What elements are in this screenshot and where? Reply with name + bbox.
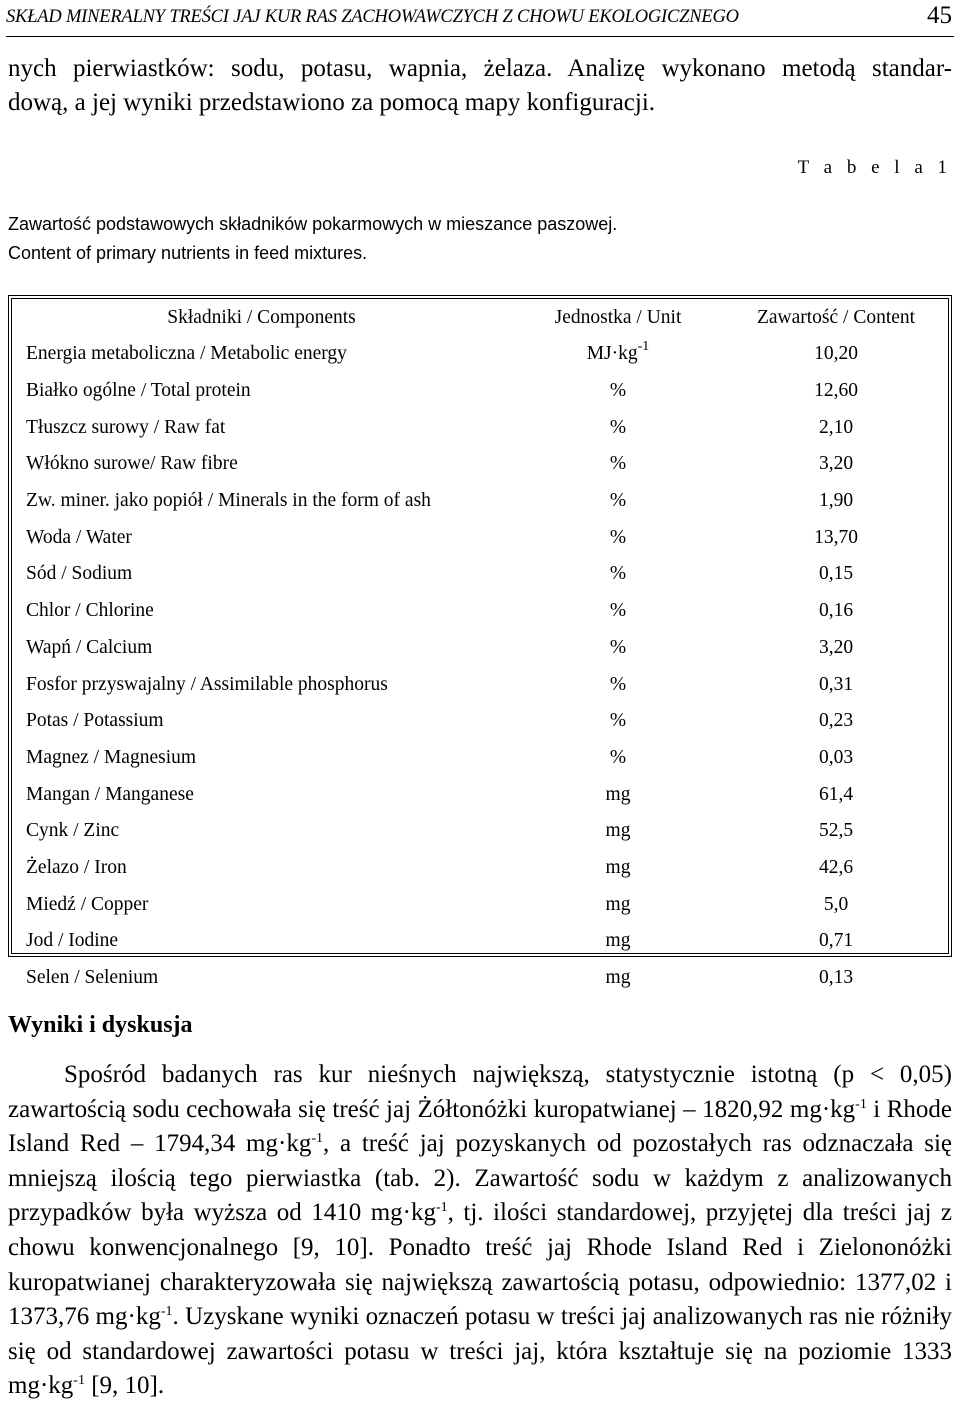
cell-value: 0,71 [818,930,854,952]
cell-unit: % [609,490,627,512]
cell-value: 1,90 [818,490,854,512]
cell-unit: % [609,600,627,622]
table-header-row [12,299,948,336]
table-row [12,776,948,813]
intro-line-1: nych pierwiastków: sodu, potasu, wapnia, żelaza. Analizę wykonano metodą standar- [8,55,952,82]
table-row [12,666,948,703]
cell-unit: mg [605,930,631,952]
cell-value: 12,60 [814,380,858,402]
running-title: SKŁAD MINERALNY TREŚCI JAJ KUR RAS ZACHOWAWCZYCH Z CHOWU EKOLOGICZNEGO [6,7,739,27]
cell-value: 0,31 [818,673,854,695]
cell-component: Sód / Sodium [26,563,133,585]
cell-unit: % [609,563,627,585]
cell-unit: $MJ\cdot kg^{-1}$ [586,339,650,365]
column-header-components: Składniki / Components [167,307,356,328]
cell-unit: mg [605,856,631,878]
table-row [12,446,948,483]
cell-component: Energia metaboliczna / Metabolic energy [26,343,347,365]
page-header [6,0,954,37]
cell-value: 3,20 [818,636,854,658]
cell-component: Zw. miner. jako popiół / Minerals in the form of ash [26,490,431,512]
cell-unit: % [609,453,627,475]
table-row [12,336,948,373]
cell-value: 3,20 [818,453,854,475]
caption-polish: Zawartość podstawowych składników pokarmowych w mieszance paszowej. [8,214,618,234]
cell-component: Żelazo / Iron [26,856,127,878]
page-number: 45 [927,2,952,29]
table-row [12,813,948,850]
cell-value: 42,6 [818,856,854,878]
table-caption [8,210,617,268]
cell-unit: mg [605,820,631,842]
cell-component: Selen / Selenium [26,967,159,989]
cell-unit: mg [605,783,631,805]
table-row [12,556,948,593]
table-row [12,850,948,887]
cell-unit: % [609,526,627,548]
cell-value: 0,13 [818,967,854,989]
cell-unit: % [609,673,627,695]
table-row [12,703,948,740]
section-heading: Wyniki i dyskusja [8,1012,193,1038]
cell-unit: mg [605,967,631,989]
cell-component: Woda / Water [26,526,132,548]
table-row [12,630,948,667]
table-label: T a b e l a 1 [797,157,952,178]
cell-component: Miedź / Copper [26,893,149,915]
cell-value: 0,23 [818,710,854,732]
cell-value: 52,5 [818,820,854,842]
intro-line-2: dową, a jej wyniki przedstawiono za pomocą mapy konfiguracji. [8,89,656,116]
intro-paragraph [8,52,952,120]
cell-component: Mangan / Manganese [26,783,194,805]
cell-value: 13,70 [814,526,858,548]
nutrients-table [12,299,948,996]
cell-component: Chlor / Chlorine [26,600,154,622]
cell-unit: % [609,746,627,768]
table-row [12,409,948,446]
cell-component: Tłuszcz surowy / Raw fat [26,416,226,438]
table-row [12,593,948,630]
caption-english: Content of primary nutrients in feed mixtures. [8,243,368,263]
cell-unit: % [609,380,627,402]
nutrients-table-frame [8,295,952,989]
cell-value: 2,10 [818,416,854,438]
cell-component: Białko ogólne / Total protein [26,380,251,402]
cell-unit: mg [605,893,631,915]
cell-component: Magnez / Magnesium [26,746,197,768]
cell-unit: % [609,416,627,438]
cell-value: 61,4 [818,783,854,805]
cell-unit: % [609,710,627,732]
cell-value: 0,15 [818,563,854,585]
results-paragraph: Spośród badanych ras kur nieśnych największą, statystycznie istotną (p < 0,05) zawartością sodu cechowała się treść jaj Żółtonóżki kuropatwianej – 1820,92 $mg\cdot kg^{-1}$ i Rhode Island Red – 1794,34 $mg\cdot kg^{-1}$, a treść jaj pozyskanych od pozostałych ras odznaczała się mniejszą ilością tego pierwiastka (tab. 2). Zawartość sodu w każdym z analizowanych przypadków była wyższa od 1410 $mg\cdot kg^{-1}$, tj. ilości standardowej, przyjętej dla treści jaj z chowu konwencjonalnego [9, 10]. Ponadto treść jaj Rhode Island Red i Zielononóżki kuropatwianej charakteryzowała się największą zawartością potasu, odpowiednio: 1377,02 i 1373,76 $mg\cdot kg^{-1}$. Uzyskane wyniki oznaczeń potasu w treści jaj analizowanych ras nie różniły się od standardowej zawartości potasu w treści jaj, która kształtuje się na poziomie 1333 $mg\cdot kg^{-1}$ [9, 10]. [8,1061,953,1400]
cell-value: 10,20 [814,343,858,365]
cell-component: Włókno surowe/ Raw fibre [26,453,238,475]
cell-component: Cynk / Zinc [26,820,120,842]
table-row [12,373,948,410]
cell-component: Fosfor przyswajalny / Assimilable phosphorus [26,673,388,695]
table-row [12,519,948,556]
cell-value: 0,03 [818,746,854,768]
table-row [12,740,948,777]
column-header-unit: Jednostka / Unit [554,307,682,328]
cell-component: Jod / Iodine [26,930,119,952]
table-row [12,483,948,520]
table-row [12,923,948,960]
table-row [12,886,948,923]
table-row [12,960,948,997]
cell-component: Potas / Potassium [26,710,164,732]
column-header-content: Zawartość / Content [756,307,916,328]
cell-value: 0,16 [818,600,854,622]
cell-value: 5,0 [823,893,849,915]
cell-unit: % [609,636,627,658]
cell-component: Wapń / Calcium [26,636,153,658]
